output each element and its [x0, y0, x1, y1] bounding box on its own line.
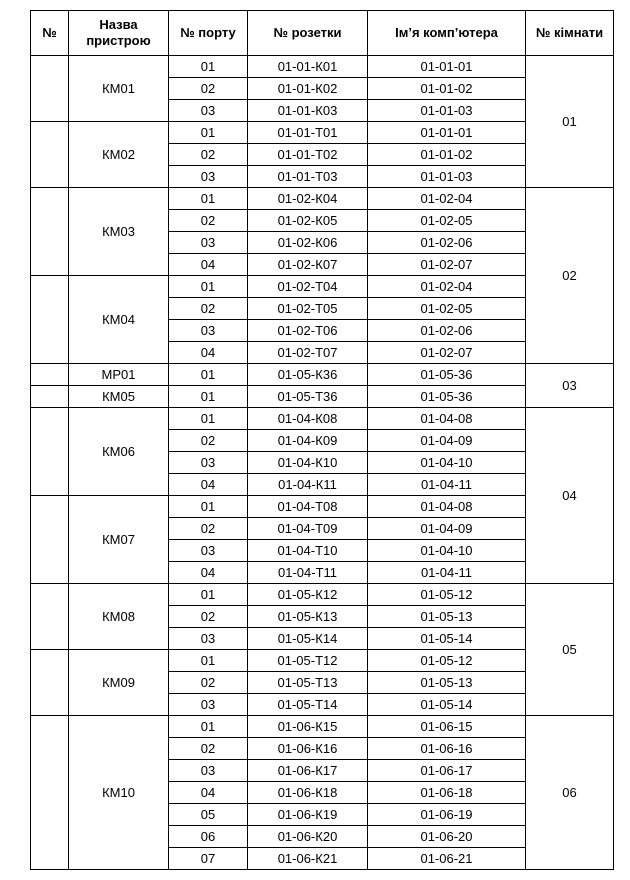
- computer-name-cell: 01-05-12: [368, 584, 526, 606]
- computer-name-cell: 01-01-02: [368, 78, 526, 100]
- port-number-cell: 02: [169, 606, 248, 628]
- socket-number-cell: 01-06-К21: [248, 848, 368, 870]
- socket-number-cell: 01-06-К20: [248, 826, 368, 848]
- row-number-cell: [31, 716, 69, 870]
- computer-name-cell: 01-06-17: [368, 760, 526, 782]
- table-header: [31, 11, 614, 56]
- port-number-cell: 02: [169, 518, 248, 540]
- computer-name-cell: 01-02-05: [368, 298, 526, 320]
- device-name-cell: КМ07: [69, 496, 169, 584]
- row-number-cell: [31, 188, 69, 276]
- port-number-cell: 04: [169, 254, 248, 276]
- socket-number-cell: 01-04-Т08: [248, 496, 368, 518]
- port-number-cell: 01: [169, 276, 248, 298]
- room-number-cell: 03: [526, 364, 614, 408]
- computer-name-cell: 01-04-11: [368, 474, 526, 496]
- socket-number-cell: 01-01-К01: [248, 56, 368, 78]
- port-number-cell: 03: [169, 760, 248, 782]
- socket-number-cell: 01-04-К09: [248, 430, 368, 452]
- socket-number-cell: 01-05-К36: [248, 364, 368, 386]
- port-number-cell: 05: [169, 804, 248, 826]
- table-row: [31, 584, 614, 606]
- header-computer-name: Ім’я комп’ютера: [368, 11, 526, 56]
- row-number-cell: [31, 650, 69, 716]
- device-name-cell: КМ10: [69, 716, 169, 870]
- port-number-cell: 01: [169, 408, 248, 430]
- table-row: [31, 56, 614, 78]
- socket-number-cell: 01-02-Т07: [248, 342, 368, 364]
- computer-name-cell: 01-02-07: [368, 342, 526, 364]
- header-socket-number: № розетки: [248, 11, 368, 56]
- computer-name-cell: 01-01-01: [368, 56, 526, 78]
- row-number-cell: [31, 364, 69, 386]
- row-number-cell: [31, 122, 69, 188]
- socket-number-cell: 01-04-К11: [248, 474, 368, 496]
- socket-number-cell: 01-04-Т11: [248, 562, 368, 584]
- computer-name-cell: 01-01-03: [368, 166, 526, 188]
- port-number-cell: 04: [169, 342, 248, 364]
- port-number-cell: 03: [169, 452, 248, 474]
- device-name-cell: МР01: [69, 364, 169, 386]
- table-row: [31, 408, 614, 430]
- computer-name-cell: 01-02-04: [368, 276, 526, 298]
- computer-name-cell: 01-04-09: [368, 518, 526, 540]
- socket-number-cell: 01-06-К16: [248, 738, 368, 760]
- port-number-cell: 01: [169, 56, 248, 78]
- computer-name-cell: 01-04-09: [368, 430, 526, 452]
- room-number-cell: 01: [526, 56, 614, 188]
- port-number-cell: 03: [169, 232, 248, 254]
- socket-number-cell: 01-02-К07: [248, 254, 368, 276]
- computer-name-cell: 01-05-36: [368, 386, 526, 408]
- computer-name-cell: 01-05-14: [368, 628, 526, 650]
- socket-number-cell: 01-02-Т05: [248, 298, 368, 320]
- socket-number-cell: 01-04-К10: [248, 452, 368, 474]
- room-number-cell: 05: [526, 584, 614, 716]
- port-number-cell: 02: [169, 78, 248, 100]
- header-device-name: Назва пристрою: [69, 11, 169, 56]
- table-row: [31, 716, 614, 738]
- computer-name-cell: 01-05-12: [368, 650, 526, 672]
- port-number-cell: 01: [169, 584, 248, 606]
- port-number-cell: 06: [169, 826, 248, 848]
- socket-number-cell: 01-05-К13: [248, 606, 368, 628]
- computer-name-cell: 01-02-04: [368, 188, 526, 210]
- computer-name-cell: 01-04-11: [368, 562, 526, 584]
- row-number-cell: [31, 408, 69, 496]
- socket-number-cell: 01-06-К18: [248, 782, 368, 804]
- header-port-number: № порту: [169, 11, 248, 56]
- computer-name-cell: 01-06-20: [368, 826, 526, 848]
- computer-name-cell: 01-04-10: [368, 540, 526, 562]
- socket-number-cell: 01-02-К04: [248, 188, 368, 210]
- row-number-cell: [31, 386, 69, 408]
- socket-number-cell: 01-06-К15: [248, 716, 368, 738]
- computer-name-cell: 01-06-15: [368, 716, 526, 738]
- port-number-cell: 03: [169, 100, 248, 122]
- computer-name-cell: 01-02-06: [368, 320, 526, 342]
- port-number-cell: 07: [169, 848, 248, 870]
- port-number-cell: 04: [169, 474, 248, 496]
- socket-number-cell: 01-02-К05: [248, 210, 368, 232]
- computer-name-cell: 01-01-03: [368, 100, 526, 122]
- computer-name-cell: 01-06-19: [368, 804, 526, 826]
- table-row: [31, 188, 614, 210]
- port-number-cell: 01: [169, 386, 248, 408]
- row-number-cell: [31, 496, 69, 584]
- row-number-cell: [31, 584, 69, 650]
- header-row: [31, 11, 614, 56]
- port-number-cell: 02: [169, 144, 248, 166]
- row-number-cell: [31, 276, 69, 364]
- device-name-cell: КМ08: [69, 584, 169, 650]
- socket-number-cell: 01-06-К19: [248, 804, 368, 826]
- socket-number-cell: 01-04-Т09: [248, 518, 368, 540]
- socket-number-cell: 01-01-К03: [248, 100, 368, 122]
- computer-name-cell: 01-02-05: [368, 210, 526, 232]
- port-number-cell: 03: [169, 628, 248, 650]
- computer-name-cell: 01-06-18: [368, 782, 526, 804]
- header-room-number: № кімнати: [526, 11, 614, 56]
- port-number-cell: 02: [169, 672, 248, 694]
- socket-number-cell: 01-01-Т01: [248, 122, 368, 144]
- socket-number-cell: 01-05-Т12: [248, 650, 368, 672]
- room-number-cell: 06: [526, 716, 614, 870]
- computer-name-cell: 01-06-16: [368, 738, 526, 760]
- socket-number-cell: 01-01-К02: [248, 78, 368, 100]
- row-number-cell: [31, 56, 69, 122]
- port-number-cell: 01: [169, 364, 248, 386]
- port-number-cell: 02: [169, 210, 248, 232]
- port-number-cell: 02: [169, 430, 248, 452]
- socket-number-cell: 01-05-К14: [248, 628, 368, 650]
- port-number-cell: 01: [169, 188, 248, 210]
- socket-number-cell: 01-04-К08: [248, 408, 368, 430]
- port-number-cell: 03: [169, 166, 248, 188]
- port-number-cell: 01: [169, 716, 248, 738]
- port-number-cell: 02: [169, 298, 248, 320]
- port-number-cell: 03: [169, 540, 248, 562]
- port-number-cell: 04: [169, 562, 248, 584]
- computer-name-cell: 01-05-14: [368, 694, 526, 716]
- socket-number-cell: 01-06-К17: [248, 760, 368, 782]
- port-mapping-table: [30, 10, 614, 870]
- device-name-cell: КМ05: [69, 386, 169, 408]
- device-name-cell: КМ03: [69, 188, 169, 276]
- socket-number-cell: 01-05-Т36: [248, 386, 368, 408]
- computer-name-cell: 01-04-10: [368, 452, 526, 474]
- device-name-cell: КМ01: [69, 56, 169, 122]
- port-number-cell: 02: [169, 738, 248, 760]
- device-name-cell: КМ04: [69, 276, 169, 364]
- room-number-cell: 04: [526, 408, 614, 584]
- table-row: [31, 364, 614, 386]
- port-number-cell: 01: [169, 650, 248, 672]
- table-body: [31, 56, 614, 870]
- socket-number-cell: 01-02-Т06: [248, 320, 368, 342]
- device-name-cell: КМ06: [69, 408, 169, 496]
- port-number-cell: 01: [169, 122, 248, 144]
- socket-number-cell: 01-04-Т10: [248, 540, 368, 562]
- computer-name-cell: 01-01-01: [368, 122, 526, 144]
- computer-name-cell: 01-02-07: [368, 254, 526, 276]
- socket-number-cell: 01-05-Т14: [248, 694, 368, 716]
- socket-number-cell: 01-01-Т02: [248, 144, 368, 166]
- socket-number-cell: 01-02-Т04: [248, 276, 368, 298]
- port-number-cell: 04: [169, 782, 248, 804]
- computer-name-cell: 01-04-08: [368, 496, 526, 518]
- socket-number-cell: 01-01-Т03: [248, 166, 368, 188]
- computer-name-cell: 01-02-06: [368, 232, 526, 254]
- socket-number-cell: 01-05-К12: [248, 584, 368, 606]
- device-name-cell: КМ02: [69, 122, 169, 188]
- computer-name-cell: 01-05-36: [368, 364, 526, 386]
- computer-name-cell: 01-04-08: [368, 408, 526, 430]
- socket-number-cell: 01-02-К06: [248, 232, 368, 254]
- device-name-cell: КМ09: [69, 650, 169, 716]
- port-number-cell: 03: [169, 320, 248, 342]
- computer-name-cell: 01-06-21: [368, 848, 526, 870]
- room-number-cell: 02: [526, 188, 614, 364]
- socket-number-cell: 01-05-Т13: [248, 672, 368, 694]
- computer-name-cell: 01-01-02: [368, 144, 526, 166]
- computer-name-cell: 01-05-13: [368, 672, 526, 694]
- computer-name-cell: 01-05-13: [368, 606, 526, 628]
- port-number-cell: 03: [169, 694, 248, 716]
- port-number-cell: 01: [169, 496, 248, 518]
- header-number: №: [31, 11, 69, 56]
